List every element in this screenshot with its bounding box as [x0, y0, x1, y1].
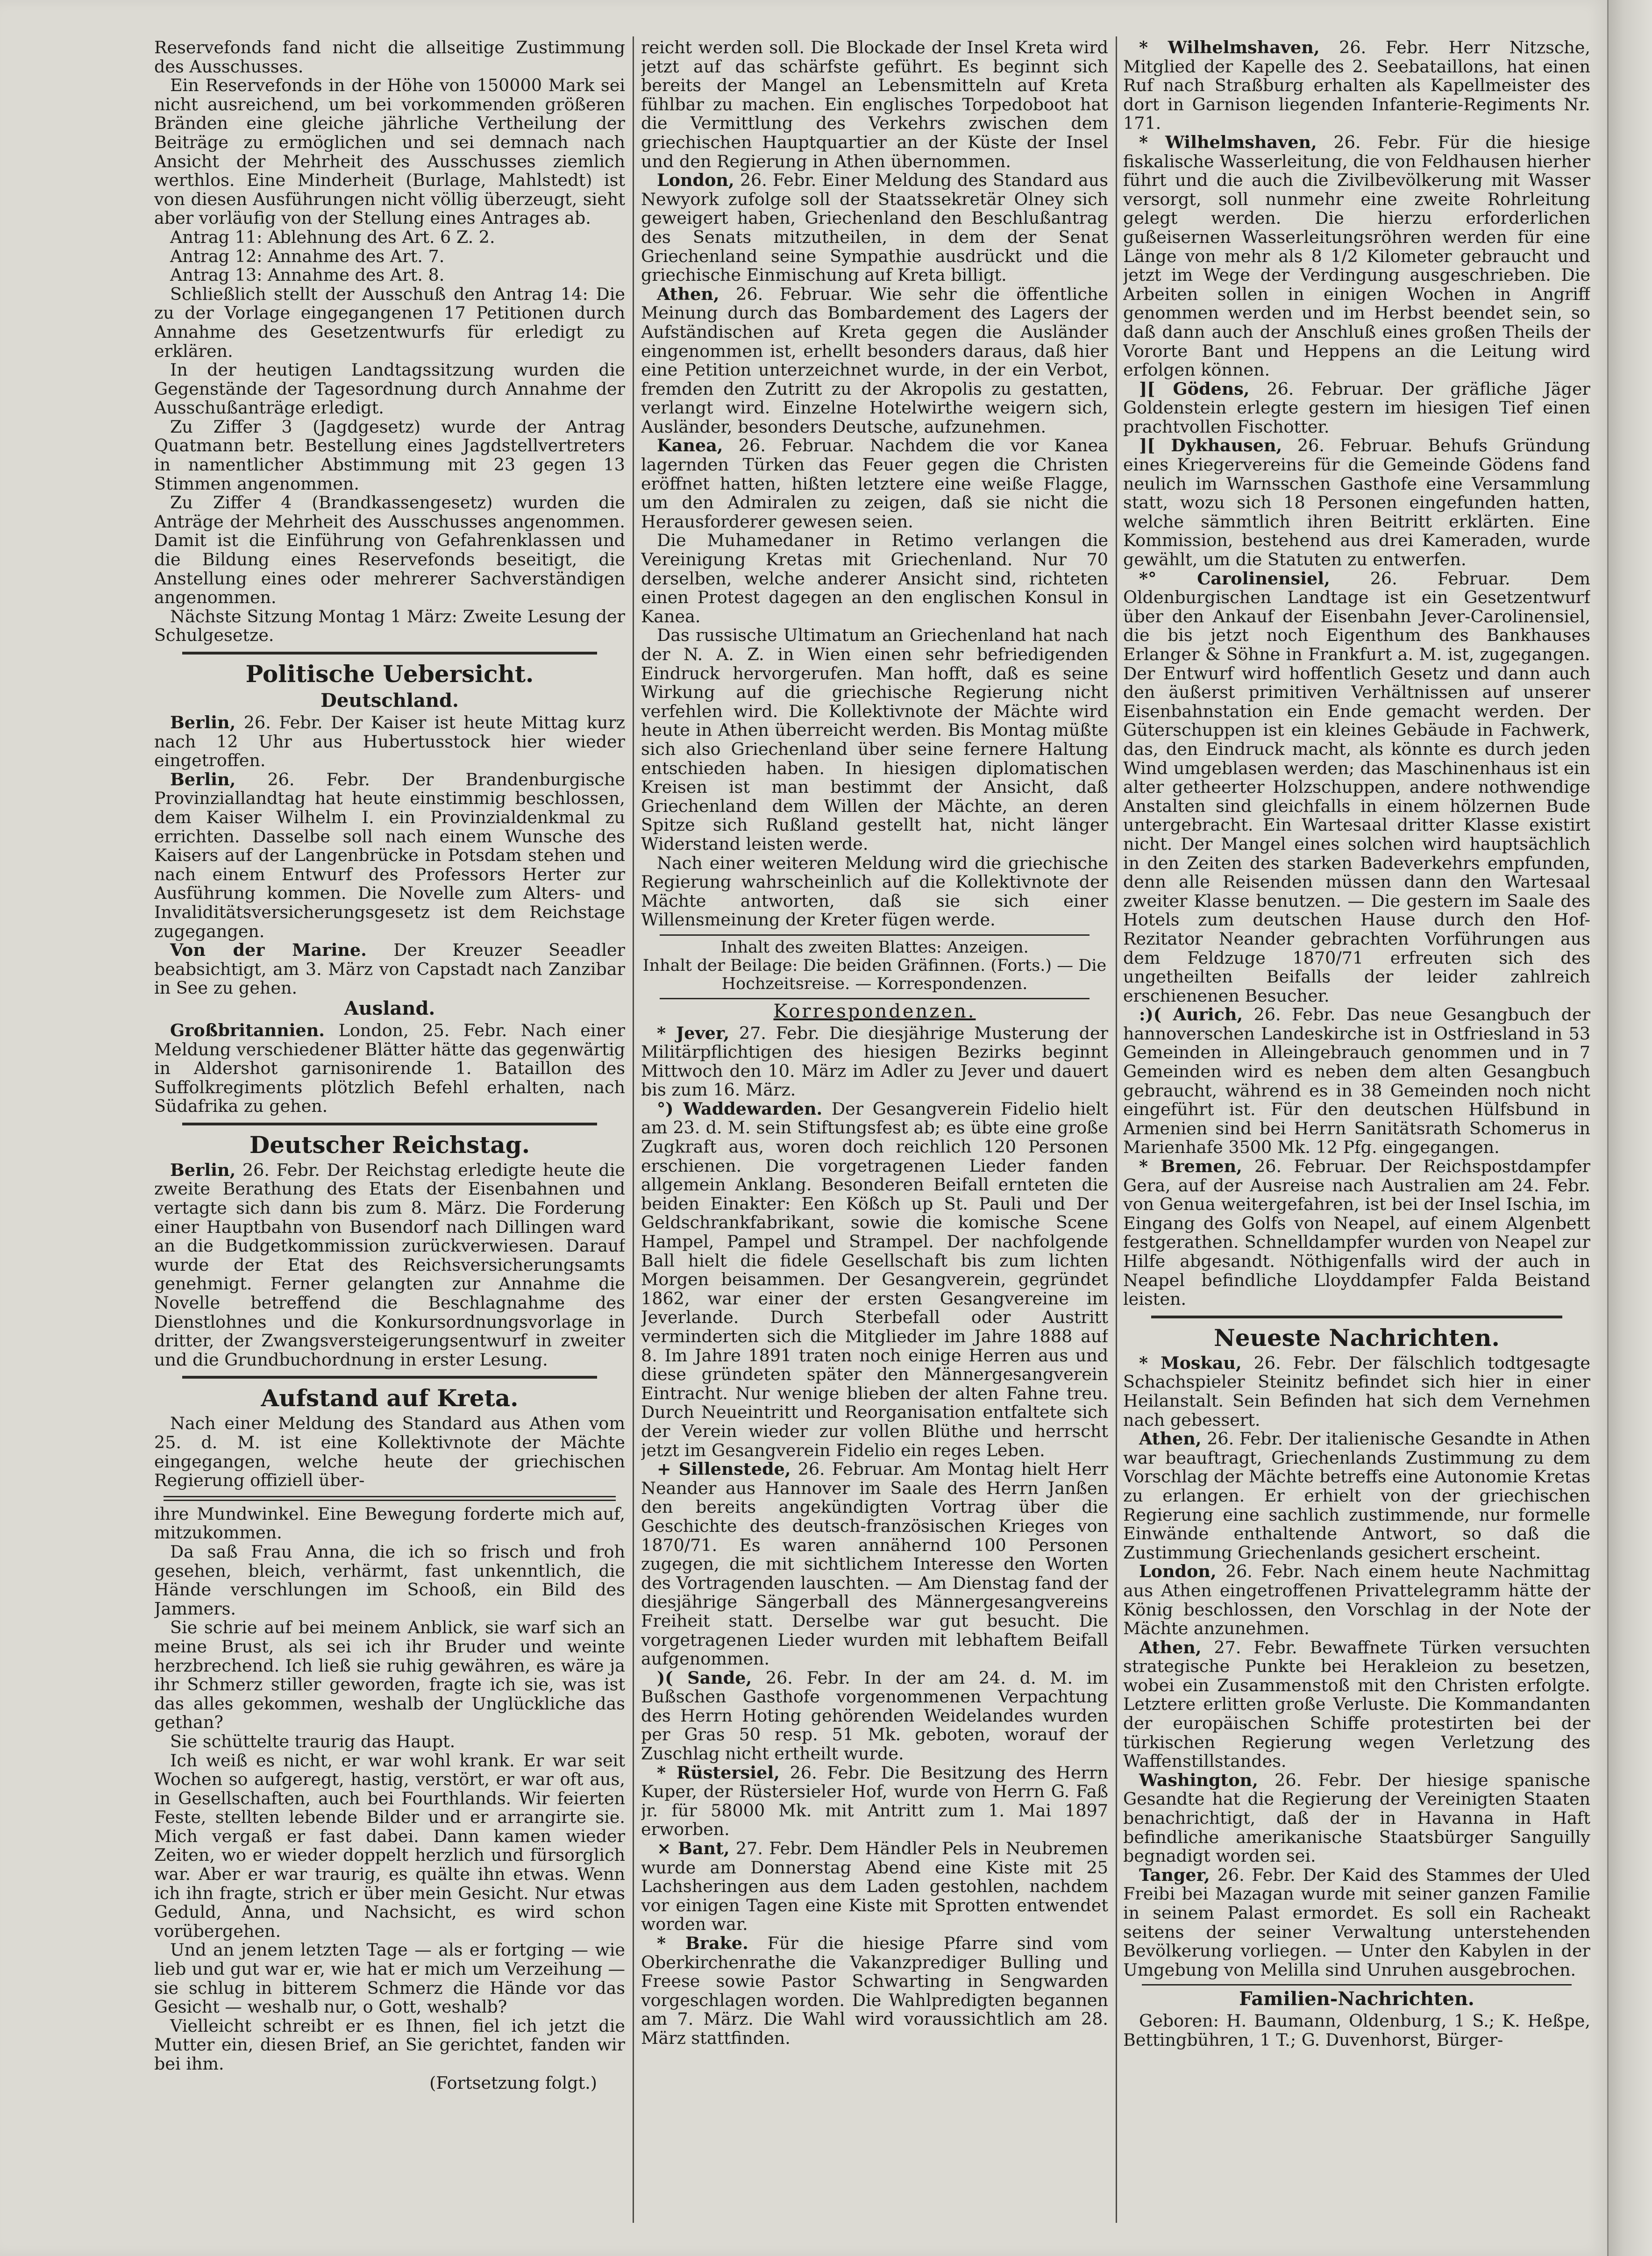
news-item [1123, 38, 1590, 133]
dateline-place: London, [1139, 1561, 1217, 1582]
feuilleton-paragraph: ihre Mundwinkel. Eine Bewegung forderte mich auf, mitzukommen. [154, 1503, 625, 1543]
news-text: 26. Februar. Der gräfliche Jäger Goldenstein erlegte gestern im hiesigen Tief einen prachtvollen Fischotter. [1123, 378, 1590, 437]
news-item [641, 171, 1108, 285]
dateline-place: Athen, [1139, 1637, 1202, 1658]
dateline-place: ][ Dykhausen, [1139, 435, 1282, 456]
dateline-place: Tanger, [1139, 1865, 1210, 1885]
feuilleton-paragraph: Da saß Frau Anna, die ich so frisch und froh gesehen, bleich, verhärmt, fast unkenntlich, die Hände verschlungen im Schooß, ein Bild des Jammers. [154, 1541, 625, 1619]
section-divider [1151, 1316, 1562, 1318]
news-item [641, 1100, 1108, 1460]
news-text: Für die hiesige Pfarre sind vom Oberkirchenrathe die Vakanzprediger Bulling und Freese sowie Pastor Schwarting in Sengwarden vorgeschlagen worden. Die Wahlpredigten begannen am 7. März. Die Wahl wird voraussichtlich am 28. März stattfinden. [641, 1933, 1108, 2048]
news-item [641, 1460, 1108, 1669]
feuilleton-paragraph: Vielleicht schreibt er es Ihnen, fiel ich jetzt die Mutter ein, diesen Brief, an Sie gerichtet, fanden wir bei ihm. [154, 2015, 625, 2074]
news-text: 26. Febr. In der am 24. d. M. im Bußschen Gasthofe vorgenommenen Verpachtung des Herrn Hoting gehörenden Weidelandes wurden per Gras 50 resp. 51 Mk. geboten, worauf der Zuschlag nicht ertheilt wurde. [641, 1667, 1108, 1764]
dateline-place: ][ Gödens, [1139, 378, 1250, 399]
paragraph: Zu Ziffer 3 (Jagdgesetz) wurde der Antrag Quatmann betr. Bestellung eines Jagdstellvertreters in namentlicher Abstimmung mit 23 gegen 13 Stimmen angenommen. [154, 416, 625, 494]
dateline-place: * Rüstersiel, [657, 1762, 780, 1783]
continuation-note: (Fortsetzung folgt.) [429, 2072, 597, 2093]
news-item [641, 1764, 1108, 1839]
section-title-neueste-nachrichten: Neueste Nachrichten. [1214, 1324, 1500, 1352]
feuilleton-divider [164, 1496, 616, 1501]
news-item [1123, 133, 1590, 380]
paragraph: reicht werden soll. Die Blockade der Insel Kreta wird jetzt auf das schärfste geführt. Es beginnt sich bereits der Mangel an Lebensmitteln auf Kreta fühlbar zu machen. Ein englisches Torpedoboot hat die Vermittlung des Verkehrs zwischen dem griechischen Hauptquartier an der Küste der Insel und den Regierung in Athen übernommen. [641, 38, 1108, 171]
news-item [641, 1669, 1108, 1764]
news-item [641, 1934, 1108, 2048]
news-item [641, 1839, 1108, 1934]
paragraph: Nach einer Meldung des Standard aus Athen vom 25. d. M. ist eine Kollektivnote der Mächte eingegangen, welche heute der griechischen Regierung offiziell über- [154, 1413, 625, 1491]
news-item [154, 1021, 625, 1116]
feuilleton-paragraph: Sie schrie auf bei meinem Anblick, sie warf sich an meine Brust, als sei ich ihr Bruder und weinte herzbrechend. Ich ließ sie ruhig gewähren, es wäre ja ihr Schmerz stiller geworden, fragte ich sie, was ist das alles gekommen, weshalb der Unglückliche das gethan? [154, 1617, 625, 1733]
dateline-place: )( Sande, [657, 1667, 752, 1688]
news-text: 26. Febr. Einer Meldung des Standard aus Newyork zufolge soll der Staatssekretär Olney sich geweigert haben, Griechenland den Beschlußantrag des Senats mitzutheilen, in dem der Senat Griechenland seine Sympathie ausdrückt und die griechische Einmischung auf Kreta billigt. [641, 170, 1108, 285]
news-text: 26. Febr. Der hiesige spanische Gesandte hat die Regierung der Vereinigten Staaten benachrichtigt, daß der in Havanna in Haft befindliche amerikanische Staatsbürger Sanguilly begnadigt worden sei. [1123, 1770, 1590, 1866]
news-text: 26. Febr. Der fälschlich todtgesagte Schachspieler Steinitz befindet sich hier in einer Heilanstalt. Sein Befinden hat sich dem Vernehmen nach gebessert. [1123, 1352, 1590, 1430]
news-text: 26. Februar. Wie sehr die öffentliche Meinung durch das Bombardement des Lagers der Aufständischen auf Kreta gegen die Ausländer eingenommen ist, erhellt besonders daraus, daß hier eine Petition unterzeichnet wurde, in der ein Verbot, fremden den Zutritt zu der Akropolis zu gestatten, verlangt wird. Einzelne Hotelwirthe weigern sich, Ausländer, besonders Deutsche, aufzunehmen. [641, 284, 1108, 437]
paragraph: Reservefonds fand nicht die allseitige Zustimmung des Ausschusses. [154, 38, 625, 77]
dateline-place: * Moskau, [1139, 1352, 1242, 1373]
news-text: 26. Februar. Behufs Gründung eines Kriegervereins für die Gemeinde Gödens fand neulich im Warnsschen Gasthofe eine Versammlung statt, wozu sich 18 Personen eingefunden hatten, welche sämmtlich ihren Beitritt erklärten. Eine Kommission, bestehend aus drei Kameraden, wurde gewählt, um die Statuten zu entwerfen. [1123, 435, 1590, 570]
news-text: 26. Febr. Für die hiesige fiskalische Wasserleitung, die von Feldhausen hierher führt und die auch die Zivilbevölkerung mit Wasser versorgt, soll nunmehr eine zweite Rohrleitung gelegt werden. Die hierzu erforderlichen gußeisernen Wasserleitungsröhren werden für eine Länge von mehr als 8 1/2 Kilometer gebraucht und jetzt im Wege der Verdingung ausgeschrieben. Die Arbeiten sollen in einigen Wochen in Angriff genommen werden und im Herbst beendet sein, so daß dann auch der Anschluß eines großen Theils der Vororte Bant und Heppens an die Leitung wird erfolgen können. [1123, 132, 1590, 380]
news-item [1123, 1005, 1590, 1157]
news-item [1123, 1638, 1590, 1771]
contents-note: Inhalt der Beilage: Die beiden Gräfinnen. (Forts.) — Die Hochzeitsreise. — Korrespondenzen. [642, 956, 1107, 993]
section-divider [182, 1123, 597, 1125]
paragraph: Die Muhamedaner in Retimo verlangen die Vereinigung Kretas mit Griechenland. Nur 70 derselben, welche anderer Ansicht sind, richteten einen Protest dagegen an den englischen Konsul in Kanea. [641, 530, 1108, 626]
news-item [1123, 380, 1590, 437]
news-text: 26. Febr. Der italienische Gesandte in Athen war beauftragt, Griechenlands Zustimmung zu dem Vorschlag der Mächte betreffs eine Autonomie Kretas zu erlangen. Er erhielt von der griechischen Regierung eine sachlich zustimmende, nur formelle Einwände enthaltende Antwort, so daß die Zustimmung Griechenlands gesichert erscheint. [1123, 1429, 1590, 1563]
dateline-place: Kanea, [657, 435, 723, 456]
news-text: 26. Februar. Am Montag hielt Herr Neander aus Hannover im Saale des Herrn Janßen den bereits angekündigten Vortrag über die Geschichte des deutsch-französischen Krieges von 1870/71. Es waren annähernd 100 Personen zugegen, die mit sichtlichem Interesse den Worten des Vortragenden lauschten. — Am Dienstag fand der diesjährige Sängerball des Männergesangvereins Freiheit statt. Derselbe war gut besucht. Die vorgetragenen Lieder wurden mit lebhaftem Beifall aufgenommen. [641, 1459, 1108, 1669]
feuilleton-paragraph: Und an jenem letzten Tage — als er fortging — wie lieb und gut war er, wie hat er mich um Verzeihung — sie schlug in bitterem Schmerz die Hände vor das Gesicht — weshalb nur, o Gott, weshalb? [154, 1940, 625, 2017]
dateline-place: Berlin, [170, 769, 236, 790]
section-divider [182, 652, 597, 655]
dateline-place: * Wilhelmshaven, [1139, 38, 1320, 57]
divider [1142, 1984, 1572, 1986]
section-title-kreta: Aufstand auf Kreta. [261, 1384, 519, 1412]
news-item [1123, 1430, 1590, 1562]
dateline-place: Athen, [657, 284, 719, 304]
section-title-reichstag: Deutscher Reichstag. [249, 1131, 530, 1159]
column-rule [1116, 36, 1117, 2223]
dateline-place: :)( Aurich, [1139, 1004, 1243, 1025]
news-text: 26. Februar. Nachdem die vor Kanea lagernden Türken das Feuer gegen die Christen eröffnet hatten, hißten letztere eine weiße Flagge, um den Admiralen zu zeigen, daß sie nicht die Herausforderer gewesen seien. [641, 435, 1108, 532]
dateline-place: Großbritannien. [170, 1020, 325, 1040]
antrag-line: Antrag 12: Annahme des Art. 7. [170, 246, 445, 266]
antrag-line: Antrag 11: Ablehnung des Art. 6 Z. 2. [170, 227, 495, 247]
news-text: 26. Febr. Die Besitzung des Herrn Kuper, der Rüstersieler Hof, wurde von Herrn G. Faß jr. für 58000 Mk. mit Antritt zum 1. Mai 1897 erworben. [641, 1762, 1108, 1840]
dateline-place: Von der Marine. [170, 940, 367, 961]
subsection-title-ausland: Ausland. [344, 997, 435, 1019]
news-text: 26. Februar. Dem Oldenburgischen Landtage ist ein Gesetzentwurf über den Ankauf der Eisenbahn Jever-Carolinensiel, die bis jetzt noch Eigenthum des Bankhauses Erlanger & Söhne in Frankfurt a. M. ist, zugegangen. Der Entwurf wird hoffentlich Gesetz und dann auch den äußerst primitiven Verhältnissen auf unserer Eisenbahnstation ein Ende gemacht werden. Der Güterschuppen ist ein kleines Gebäude in Fachwerk, das, den Eindruck macht, als könnte es durch jeden Wind umgeblasen werden; das Maschinenhaus ist ein alter getheerter Holzschuppen, andere nothwendige Anstalten sind gleichfalls in einem hölzernen Bude untergebracht. Ein Wartesaal dritter Klasse existirt nicht. Der Mangel eines solchen wird hauptsächlich in den Zeiten des starken Badeverkehrs empfunden, denn alle Reisenden müssen dann den Wartesaal zweiter Klasse benutzen. — Die gestern im Saale des Hotels zum deutschen Hause durch den Hof-Rezitator Neander gebrachten Vorführungen aus dem Feldzuge 1870/71 erfreuten sich des ungetheilten Beifalls der leider zahlreich erschienenen Besucher. [1123, 568, 1590, 1006]
paragraph: Nach einer weiteren Meldung wird die griechische Regierung wahrscheinlich auf die Kollektivnote der Mächte antworten, daß sie sich einer Willensmeinung der Kreter fügen werde. [641, 853, 1108, 930]
section-title-familien-nachrichten: Familien-Nachrichten. [1239, 1988, 1474, 2010]
news-item [641, 1024, 1108, 1100]
antrag-line: Antrag 13: Annahme des Art. 8. [170, 265, 445, 285]
news-text: 26. Februar. Der Reichspostdampfer Gera, auf der Ausreise nach Australien am 24. Febr. von Genua weitergefahren, ist bei der Insel Ischia, im Eingang des Golfs von Neapel, auf einem Algenbett festgerathen. Schnelldampfer wurden von Neapel zur Hilfe abgesandt. Nöthigenfalls wird der auch in Neapel befindliche Lloyddampfer Falda Beistand leisten. [1123, 1156, 1590, 1309]
column-2 [641, 38, 1108, 2220]
paragraph: Schließlich stellt der Ausschuß den Antrag 14: Die zu der Vorlage eingegangenen 17 Petitionen durch Annahme des Gesetzentwurfs für erledigt zu erklären. [154, 284, 625, 361]
dateline-place: °) Waddewarden. [657, 1098, 823, 1119]
news-item [1123, 1562, 1590, 1638]
news-text: 26. Febr. Das neue Gesangbuch der hannoverschen Landeskirche ist in Ostfriesland in 53 Gemeinden in Alleingebrauch genommen und in 7 Gemeinden wird es neben dem alten Gesangbuch gebraucht, während es in 38 Gemeinden noch nicht eingeführt ist. Für den deutschen Hülfsbund in Armenien sind bei Herrn Sanitätsrath Schomerus in Marienhafe 3500 Mk. 12 Pfg. eingegangen. [1123, 1004, 1590, 1158]
section-title-korrespondenzen: Korrespondenzen. [773, 1000, 976, 1022]
dateline-place: × Bant, [657, 1838, 730, 1859]
paragraph: Ein Reservefonds in der Höhe von 150000 Mark sei nicht ausreichend, um bei vorkommenden größeren Bränden eine gleiche jährliche Vertheilung der Beiträge zu ermöglichen und sei demnach nach Ansicht der Mehrheit des Ausschusses ziemlich werthlos. Eine Minderheit (Burlage, Mahlstedt) ist von diesen Ausführungen nicht völlig überzeugt, sieht aber vorläufig von der Stellung eines Antrages ab. [154, 75, 625, 228]
dateline-place: * Brake. [657, 1933, 748, 1953]
section-divider [182, 1376, 597, 1379]
news-text: 26. Febr. Herr Nitzsche, Mitglied der Kapelle des 2. Seebataillons, hat einen Ruf nach Straßburg erhalten als Kapellmeister des dort in Garnison liegenden Infanterie-Regiments Nr. 171. [1123, 38, 1590, 134]
dateline-place: Washington, [1139, 1770, 1258, 1790]
paragraph: Das russische Ultimatum an Griechenland hat nach der N. A. Z. in Wien einen sehr befriedigenden Eindruck hervorgerufen. Man hofft, daß es seine Wirkung auf die griechische Regierung nicht verfehlen wird. Die Kollektivnote der Mächte wird heute in Athen überreicht werden. Bis Montag müßte sich also Griechenland über seine fernere Haltung entschieden haben. In hiesigen diplomatischen Kreisen ist man bestimmt der Ansicht, daß Griechenland dem Willen der Mächte, an deren Spitze sich Rußland gestellt hat, nicht länger Widerstand leisten werde. [641, 625, 1108, 854]
news-item [1123, 436, 1590, 569]
paragraph: In der heutigen Landtagssitzung wurden die Gegenstände der Tagesordnung durch Annahme der Ausschußanträge erledigt. [154, 360, 625, 418]
column-rule [633, 36, 634, 2223]
news-item [641, 436, 1108, 531]
dateline-place: * Wilhelmshaven, [1139, 132, 1317, 152]
news-text: 26. Febr. Der Reichstag erledigte heute die zweite Berathung des Etats der Eisenbahnen und vertagte sich dann bis zum 8. März. Die Forderung einer Hauptbahn von Busendorf nach Dillingen ward an die Budgetkommission zurückverwiesen. Darauf wurde der Etat des Reichsversicherungsamts genehmigt. Ferner gelangten zur Annahme die Novelle betreffend die Beschlagnahme des Dienstlohnes und die Konkursordnungsvorlage in dritter, der Zwangsversteigerungsentwurf in zweiter und die Grundbuchordnung in erster Lesung. [154, 1160, 625, 1370]
dateline-place: + Sillenstede, [657, 1459, 791, 1480]
paragraph: Nächste Sitzung Montag 1 März: Zweite Lesung der Schulgesetze. [154, 606, 625, 646]
news-text: 26. Febr. Der Kaiser ist heute Mittag kurz nach 12 Uhr aus Hubertusstock hier wieder eingetroffen. [154, 712, 625, 771]
feuilleton-paragraph: Ich weiß es nicht, er war wohl krank. Er war seit Wochen so aufgeregt, hastig, verstört, er war oft aus, in Gesellschaften, auch bei Fourthlands. Wir feierten Feste, stellten lebende Bilder und er arrangirte sie. Mich vergaß er fast dabei. Dann kamen wieder Zeiten, wo er wieder doppelt herzlich und fürsorglich war. Aber er war traurig, es quälte ihn etwas. Wenn ich ihn fragte, strich er über mein Gesicht. Nur etwas Geduld, Anna, und Nachsicht, es wird schon vorübergehen. [154, 1750, 625, 1941]
news-item [641, 285, 1108, 437]
news-item [1123, 569, 1590, 1006]
news-text: 27. Febr. Die diesjährige Musterung der Militärpflichtigen des hiesigen Bezirks beginnt Mittwoch den 10. März im Adler zu Jever und dauert bis zum 16. März. [641, 1023, 1108, 1100]
news-text: 26. Febr. Der Brandenburgische Provinziallandtag hat heute einstimmig beschlossen, dem Kaiser Wilhelm I. ein Provinzialdenkmal zu errichten. Dasselbe soll nach einem Wunsche des Kaisers auf der Langenbrücke in Potsdam stehen und nach einem Entwurf des Professors Herter zur Ausführung kommen. Die Novelle zum Alters- und Invaliditätsversicherungsgesetz ist dem Reichstage zugegangen. [154, 769, 625, 941]
dateline-place: *° Carolinensiel, [1139, 568, 1330, 589]
news-text: Der Gesangverein Fidelio hielt am 23. d. M. sein Stiftungsfest ab; es übte eine große Zugkraft aus, woren doch reichlich 120 Personen erschienen. Die vorgetragenen Lieder fanden allgemein Anklang. Besonderen Beifall ernteten die beiden Einakter: Een Kößch up St. Pauli und Der Geldschrankfabrikant, sowie die komische Scene Hampel, Pampel und Strampel. Der nachfolgende Ball hielt die fidele Gesellschaft bis zum lichten Morgen beisammen. Der Gesangverein, gegründet 1862, war einer der ersten Gesangvereine im Jeverlande. Durch Sterbefall oder Austritt verminderten sich die Mitglieder im Jahre 1888 auf 8. Im Jahre 1891 traten noch einige Herren aus und diese gründeten später den Männergesangverein Eintracht. Nur wenige blieben der alten Fahne treu. Durch Neueintritt und Reorganisation entfaltete sich der Verein wieder zur vollen Blüthe und herrscht jetzt im Gesangverein Fidelio ein reges Leben. [641, 1098, 1108, 1460]
contents-note: Inhalt des zweiten Blattes: Anzeigen. [720, 938, 1029, 957]
news-text: 27. Febr. Bewaffnete Türken versuchten strategische Punkte bei Herakleion zu besetzen, wobei ein Zusammenstoß mit den Christen erfolgte. Letztere erlitten große Verluste. Die Kommandanten der europäischen Schiffe protestirten bei der türkischen Regierung wegen Verletzung des Waffenstillstandes. [1123, 1637, 1590, 1772]
divider [660, 998, 1089, 999]
paragraph: Geboren: H. Baumann, Oldenburg, 1 S.; K. Heßpe, Bettingbühren, 1 T.; G. Duvenhorst, Bürger- [1123, 2011, 1590, 2050]
column-3 [1123, 38, 1590, 2220]
news-text: London, 25. Febr. Nach einer Meldung verschiedener Blätter hätte das gegenwärtig in Aldershot garnisonirende 1. Bataillon des Suffolkregiments plötzlich Befehl erhalten, nach Südafrika zu gehen. [154, 1020, 625, 1117]
news-item [1123, 1354, 1590, 1430]
dateline-place: Berlin, [170, 712, 236, 733]
dateline-place: * Bremen, [1139, 1156, 1242, 1177]
news-item [1123, 1771, 1590, 1866]
news-item [154, 941, 625, 998]
dateline-place: London, [657, 170, 734, 191]
dateline-place: Athen, [1139, 1429, 1202, 1449]
section-title-politische-uebersicht: Politische Uebersicht. [245, 660, 534, 688]
news-text: 26. Febr. Der Kaid des Stammes der Uled Freibi bei Mazagan wurde mit seiner ganzen Familie in seinem Palast ermordet. Es soll ein Racheakt seitens der seiner Verwaltung unterstehenden Bevölkerung vorliegen. — Unter den Kabylen in der Umgebung von Melilla sind Unruhen ausgebrochen. [1123, 1865, 1590, 1980]
news-item [1123, 1866, 1590, 1980]
divider [660, 934, 1089, 936]
news-item [154, 713, 625, 770]
news-text: 26. Febr. Nach einem heute Nachmittag aus Athen eingetroffenen Privattelegramm hätte der König beschlossen, den Vorschlag in der Note der Mächte anzunehmen. [1123, 1561, 1590, 1639]
page-edge [1607, 0, 1652, 2256]
news-text: Der Kreuzer Seeadler beabsichtigt, am 3. März von Capstadt nach Zanzibar in See zu gehen. [154, 940, 625, 998]
feuilleton-paragraph: Sie schüttelte traurig das Haupt. [170, 1731, 456, 1751]
subsection-title-deutschland: Deutschland. [320, 690, 459, 712]
news-item [154, 1161, 625, 1370]
news-text: 27. Febr. Dem Händler Pels in Neubremen wurde am Donnerstag Abend eine Kiste mit 25 Lachsheringen aus dem Laden gestohlen, nachdem vor einigen Tagen eine Kiste mit Sprotten entwendet worden war. [641, 1838, 1108, 1935]
column-1 [154, 38, 625, 2220]
news-item [154, 770, 625, 941]
paragraph: Zu Ziffer 4 (Brandkassengesetz) wurden die Anträge der Mehrheit des Ausschusses angenommen. Damit ist die Einführung von Gefahrenklassen und die Bildung eines Reservefonds beseitigt, die Anstellung eines oder mehrerer Sachverständigen angenommen. [154, 492, 625, 608]
news-item [1123, 1157, 1590, 1309]
dateline-place: Berlin, [170, 1160, 236, 1180]
dateline-place: * Jever, [657, 1023, 730, 1043]
